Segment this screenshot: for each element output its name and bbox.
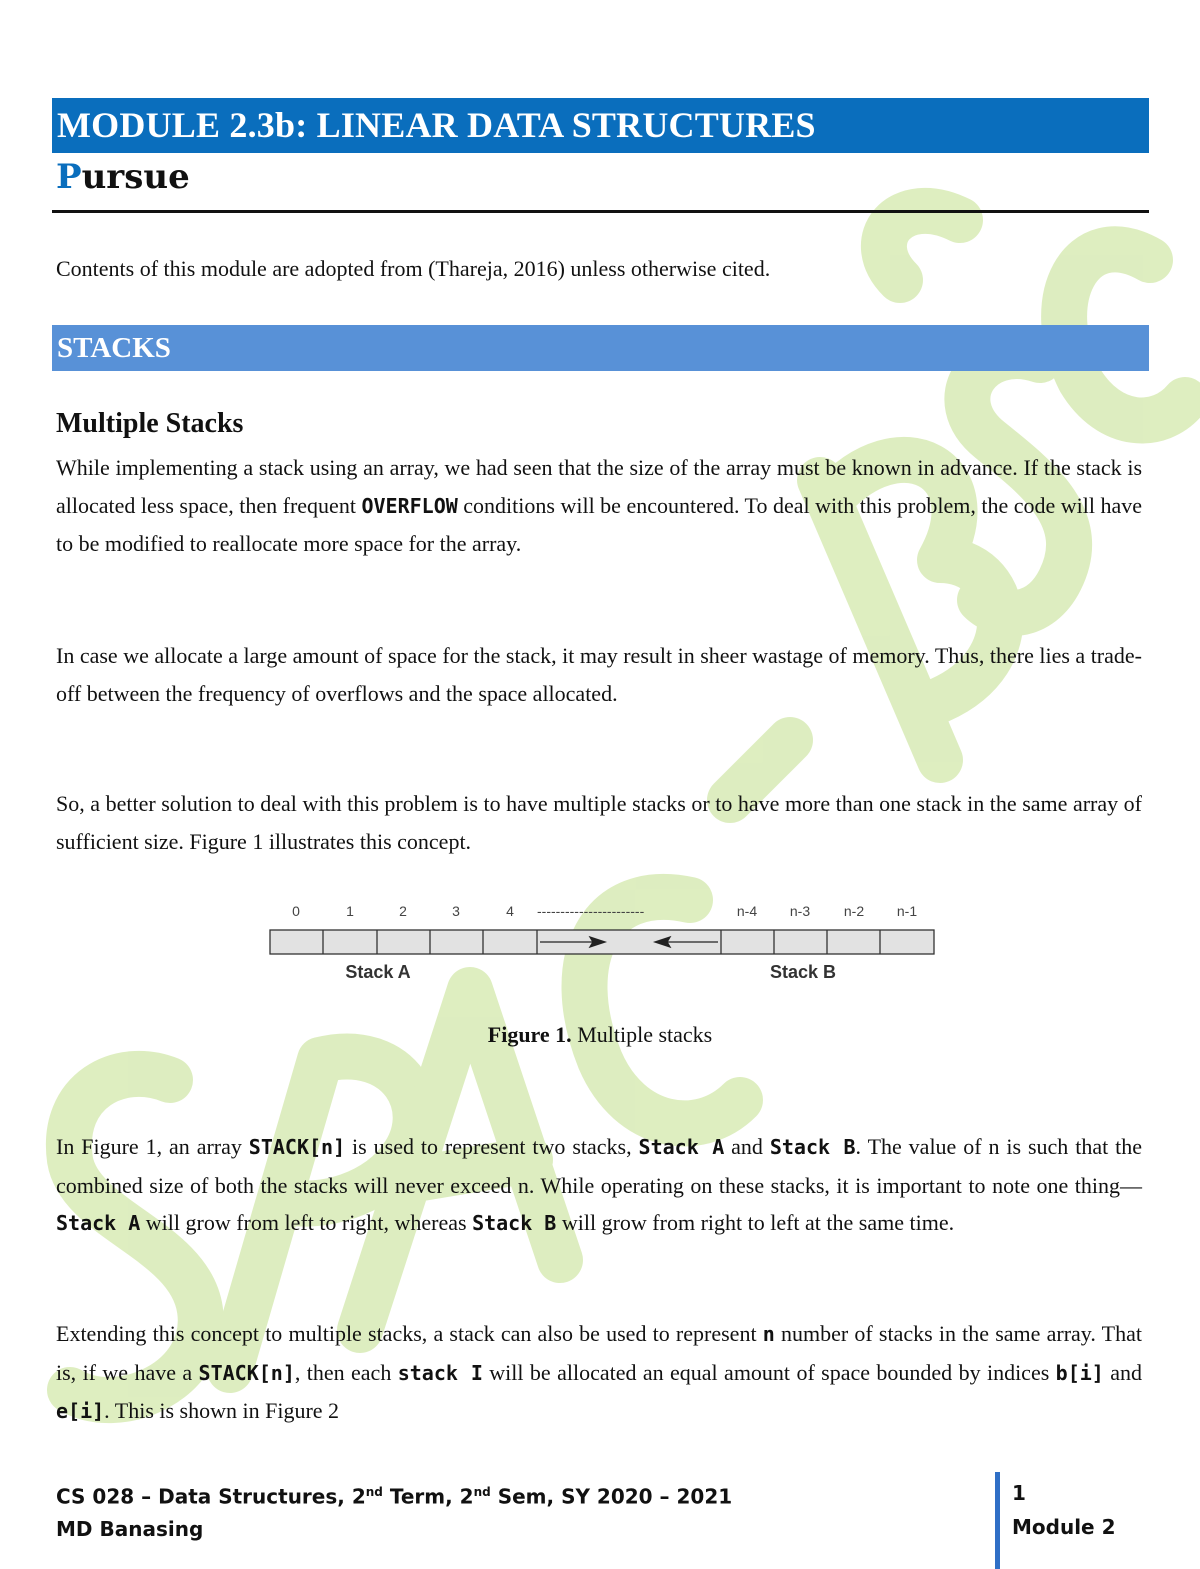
paragraph-1: [56, 449, 1142, 563]
text-run: and: [1103, 1359, 1143, 1385]
code-stack-a: Stack A: [638, 1135, 725, 1159]
text-run: conditions will be encountered. To deal with this problem, the code will have to be modified to reallocate more space for the array.: [56, 492, 1143, 556]
index-label: 1: [346, 903, 354, 919]
index-label: 2: [399, 903, 407, 919]
multiple-stacks-heading: Multiple Stacks: [56, 408, 244, 439]
superscript: nd: [365, 1485, 383, 1499]
footer-course: [56, 1476, 732, 1513]
index-label: n-1: [896, 903, 918, 919]
code-e-i: e[i]: [56, 1399, 105, 1423]
code-stack-a: Stack A: [56, 1211, 141, 1235]
text-run: and: [724, 1134, 770, 1159]
code-stack-n: STACK[n]: [198, 1360, 295, 1385]
index-label: n-3: [789, 903, 811, 919]
text-run: CS 028 – Data Structures, 2: [56, 1484, 366, 1509]
superscript: nd: [473, 1485, 491, 1499]
footer-divider: [995, 1472, 1000, 1569]
caption-label: Figure 1.: [487, 1022, 572, 1047]
paragraph-3: So, a better solution to deal with this problem is to have multiple stacks or to have more than one stack in the same array of sufficient size. Figure 1 illustrates this concept.: [56, 791, 1142, 854]
figure-multiple-stacks: [260, 895, 950, 995]
index-label: n-2: [843, 903, 865, 919]
code-stack-b: Stack B: [769, 1135, 856, 1159]
code-stack-i: stack I: [397, 1360, 483, 1385]
text-run: While implementing a stack using an array, we had seen that the size of the array must be known in advance. If the stack is allocated less space, then frequent: [56, 455, 1142, 518]
figure-caption: [0, 1022, 1200, 1048]
footer-course-info: [56, 1476, 732, 1545]
text-run: will grow from right to left at the same time.: [556, 1210, 955, 1235]
page-number: 1: [1012, 1481, 1026, 1505]
text-run: Sem, SY 2020 – 2021: [490, 1484, 733, 1509]
intro-text: Contents of this module are adopted from (Thareja, 2016) unless otherwise cited.: [56, 256, 771, 281]
paragraph-4: [56, 1128, 1142, 1243]
stacks-heading-bar: [52, 325, 1149, 371]
code-overflow: OVERFLOW: [361, 493, 458, 518]
stacks-diagram: [260, 895, 950, 995]
stack-b-label: Stack B: [769, 962, 837, 982]
footer-module: Module 2: [1012, 1515, 1116, 1539]
code-b-i: b[i]: [1055, 1360, 1104, 1385]
text-run: In Figure 1, an array: [56, 1134, 249, 1159]
text-run: will grow from left to right, whereas: [140, 1210, 473, 1235]
section-title-rest: ursue: [81, 157, 190, 197]
code-stack-b: Stack B: [472, 1211, 557, 1235]
text-run: will be allocated an equal amount of space bounded by indices: [482, 1359, 1056, 1385]
code-stack-n: STACK[n]: [248, 1135, 346, 1159]
paragraph-5: [56, 1315, 1142, 1431]
section-title: [56, 157, 190, 197]
index-label: 4: [506, 903, 514, 919]
paragraph-2: In case we allocate a large amount of space for the stack, it may result in sheer wastage of memory. Thus, there lies a trade-off between the frequency of overflows and the space allocated.: [56, 643, 1142, 706]
text-run: Term, 2: [382, 1484, 474, 1509]
index-label: n-4: [736, 903, 758, 919]
stack-a-label: Stack A: [345, 962, 411, 982]
text-run: . This is shown in Figure 2: [104, 1398, 340, 1423]
caption-text: Multiple stacks: [571, 1022, 713, 1047]
text-run: . The value of n is such that the combined size of both the stacks will never exceed n. While operating on these stacks, it is important to note one thing—: [56, 1134, 1143, 1198]
text-run: number of stacks in the same array. That is, if we have a: [56, 1321, 1142, 1385]
title-rule: [52, 210, 1149, 213]
module-title-bar: [52, 98, 1149, 153]
dots-label: -----------------------: [537, 903, 645, 919]
index-label: 3: [452, 903, 460, 919]
module-title: MODULE 2.3b: LINEAR DATA STRUCTURES: [57, 105, 816, 145]
text-run: is used to represent two stacks,: [345, 1134, 639, 1159]
footer-author: MD Banasing: [56, 1516, 204, 1541]
stacks-heading: STACKS: [57, 332, 171, 364]
section-title-initial: P: [56, 157, 82, 197]
code-n: n: [762, 1322, 775, 1346]
footer-page-info: [1012, 1476, 1116, 1544]
text-run: , then each: [294, 1359, 398, 1385]
text-run: Extending this concept to multiple stacks, a stack can also be used to represent: [56, 1321, 763, 1346]
index-label: 0: [292, 903, 300, 919]
